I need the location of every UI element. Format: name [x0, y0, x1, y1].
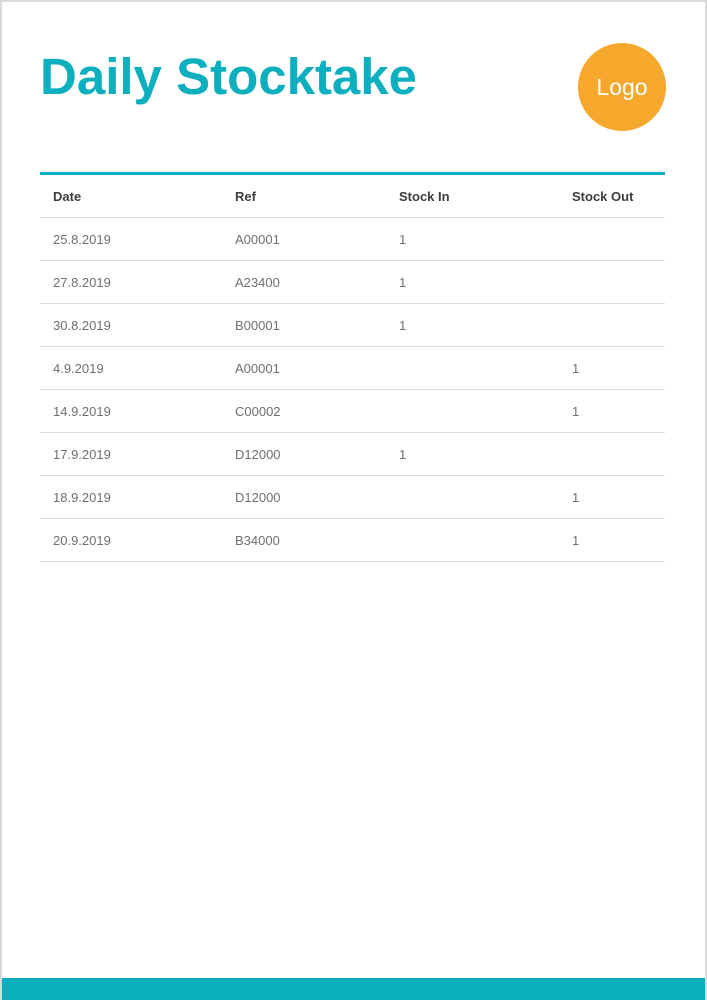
stock-in-cell: 1 [386, 304, 559, 347]
logo-label: Logo [596, 73, 648, 100]
stock-out-cell: 1 [559, 476, 665, 519]
stock-in-cell: 1 [386, 218, 559, 261]
ref-cell: A23400 [222, 261, 386, 304]
ref-cell: D12000 [222, 476, 386, 519]
date-cell: 4.9.2019 [40, 347, 222, 390]
table-row [40, 347, 665, 390]
column-header-ref: Ref [222, 175, 386, 218]
date-cell: 27.8.2019 [40, 261, 222, 304]
table-row [40, 390, 665, 433]
table-row [40, 218, 665, 261]
stock-out-cell: 1 [559, 347, 665, 390]
stocktake-table [40, 175, 665, 562]
table-row [40, 519, 665, 562]
date-cell: 25.8.2019 [40, 218, 222, 261]
table-row [40, 304, 665, 347]
table-row [40, 476, 665, 519]
logo [578, 43, 666, 131]
table-row [40, 433, 665, 476]
ref-cell: D12000 [222, 433, 386, 476]
stock-out-cell: 1 [559, 519, 665, 562]
date-cell: 20.9.2019 [40, 519, 222, 562]
ref-cell: A00001 [222, 218, 386, 261]
column-header-stock-out: Stock Out [559, 175, 665, 218]
footer-accent-bar [2, 978, 705, 1000]
stock-in-cell [386, 390, 559, 433]
stock-in-cell [386, 347, 559, 390]
stock-out-cell [559, 218, 665, 261]
column-header-stock-in: Stock In [386, 175, 559, 218]
stock-in-cell: 1 [386, 261, 559, 304]
stock-in-cell [386, 519, 559, 562]
date-cell: 30.8.2019 [40, 304, 222, 347]
date-cell: 18.9.2019 [40, 476, 222, 519]
ref-cell: B00001 [222, 304, 386, 347]
ref-cell: A00001 [222, 347, 386, 390]
stock-out-cell [559, 261, 665, 304]
stock-out-cell [559, 304, 665, 347]
ref-cell: B34000 [222, 519, 386, 562]
page-title: Daily Stocktake [40, 48, 418, 105]
stock-out-cell [559, 433, 665, 476]
table-header [40, 175, 665, 218]
date-cell: 14.9.2019 [40, 390, 222, 433]
table-header-row [40, 175, 665, 218]
stock-in-cell [386, 476, 559, 519]
stock-out-cell: 1 [559, 390, 665, 433]
ref-cell: C00002 [222, 390, 386, 433]
table-row [40, 261, 665, 304]
date-cell: 17.9.2019 [40, 433, 222, 476]
stock-in-cell: 1 [386, 433, 559, 476]
column-header-date: Date [40, 175, 222, 218]
stock-table-body [40, 218, 665, 562]
